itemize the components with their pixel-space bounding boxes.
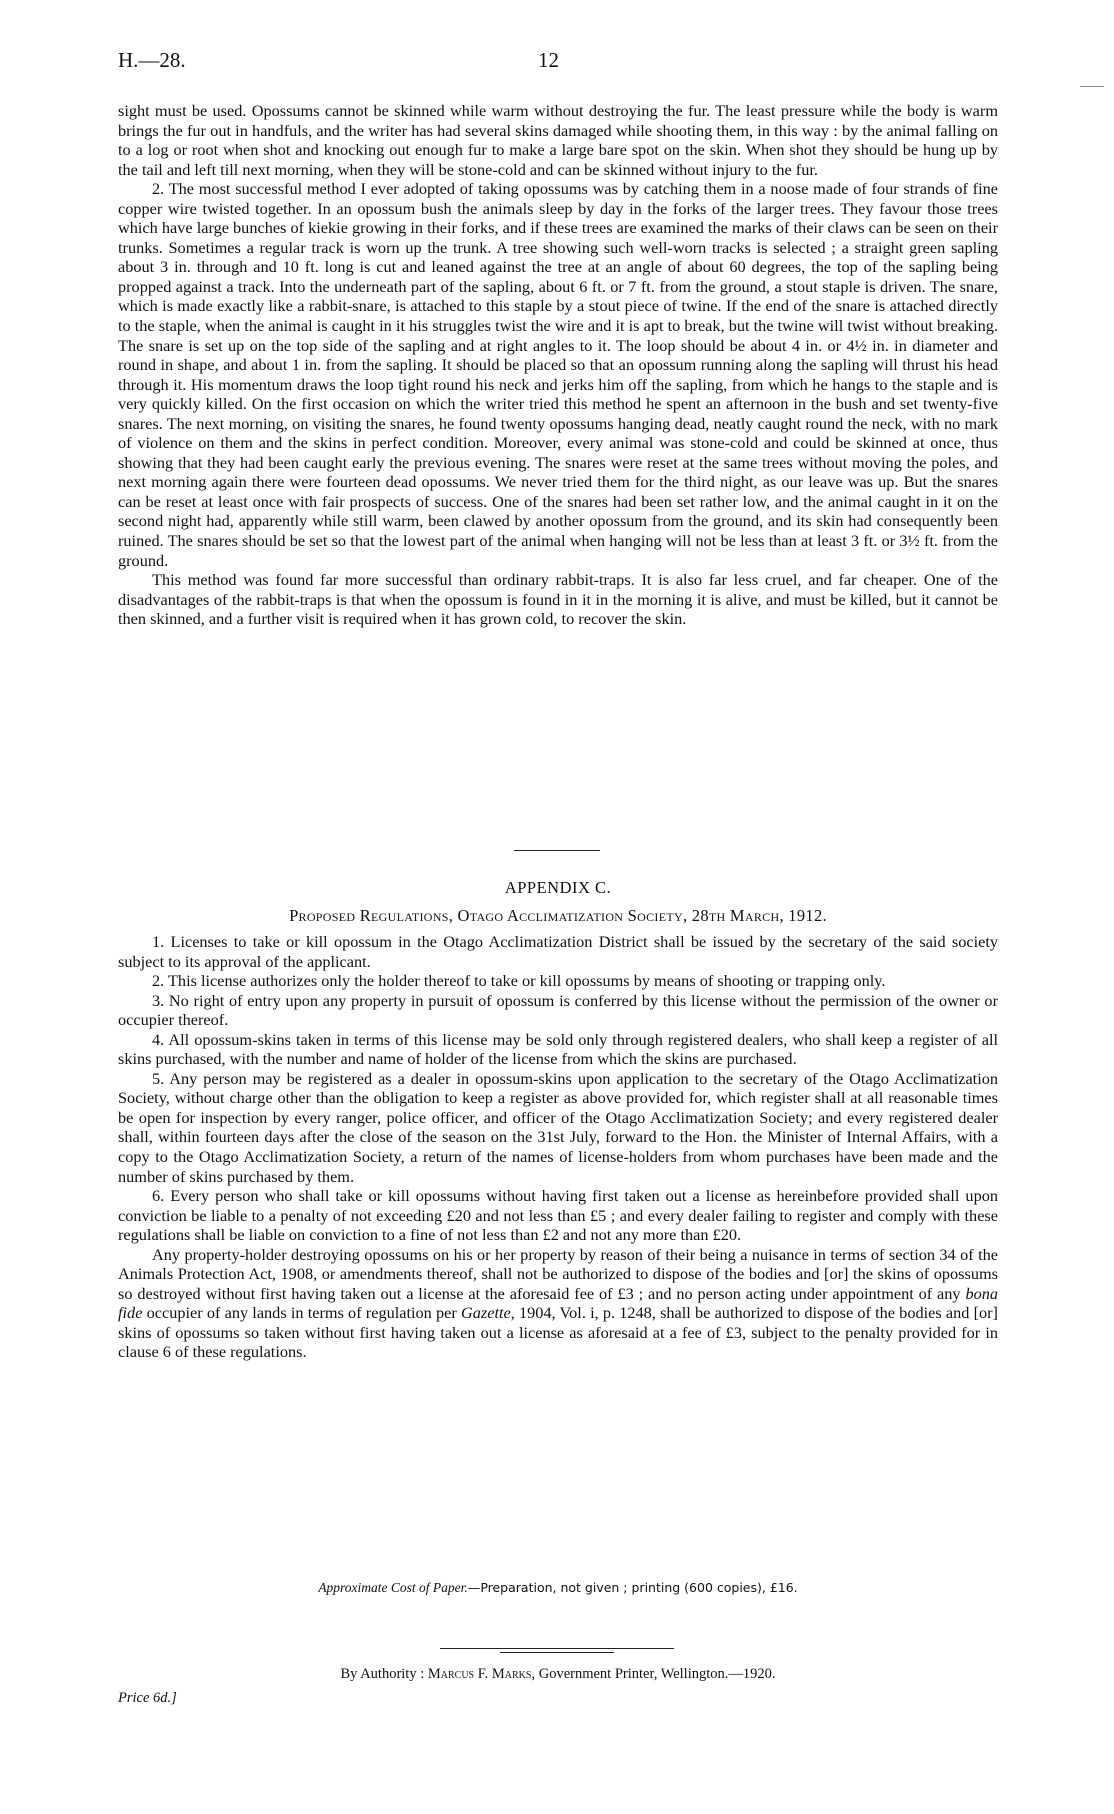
cost-label: Approximate Cost of Paper. [318, 1580, 468, 1595]
body-text [118, 101, 998, 629]
printer-authority [118, 1666, 998, 1683]
regulation-clause: 4. All opossum-skins taken in terms of this license may be sold only through registered dealers, who shall keep a register of all skins purchased, with the number and name of holder of the license from which the skins are purchased. [118, 1029, 998, 1069]
final-italic-gazette: Gazette [460, 1303, 511, 1323]
appendix-subtitle: Proposed Regulations, Otago Acclimatization Society, 28th March, 1912. [289, 906, 827, 925]
footer-divider-short [500, 1652, 614, 1653]
regulation-clause: 5. Any person may be registered as a dealer in opossum-skins upon application to the secretary of the Otago Acclimatization Society, without charge other than the obligation to keep a register as above provided for, which register shall at all reasonable times be open for inspection by every ranger, police officer, and officer of the Otago Acclimatization Society; and every registered dealer shall, within fourteen days after the close of the season on the 31st July, forward to the Hon. the Minister of Internal Affairs, with a copy to the Otago Acclimatization Society, a return of the names of license-holders from whom purchases have been made and the number of skins purchased by them. [118, 1068, 998, 1186]
authority-prefix: By Authority : [340, 1666, 428, 1682]
section-divider [514, 850, 600, 851]
regulation-clause: 6. Every person who shall take or kill opossums without having first taken out a license as hereinbefore provided shall upon conviction be liable to a penalty of not exceeding £20 and not less than £5 ; and every dealer failing to register and comply with these regulations shall be liable on conviction to a fine of not less than £2 and not any more than £20. [118, 1186, 998, 1245]
regulation-clause: 3. No right of entry upon any property in pursuit of opossum is conferred by this license without the permission of the owner or occupier thereof. [118, 990, 998, 1030]
body-paragraph: sight must be used. Opossums cannot be skinned while warm without destroying the fur. The least pressure while the body is warm brings the fur out in handfuls, and the writer has had several skins damaged while shooting them, in this way : by the animal falling on to a log or root when shot and knocking out enough fur to make a large bare spot on the skin. When shot they should be hung up by the tail and left till next morning, when they will be stone-cold and can be skinned without injury to the fur. [118, 101, 998, 179]
authority-suffix: , Government Printer, Wellington.—1920. [531, 1666, 776, 1682]
cost-text: —Preparation, not given ; printing (600 copies), £16. [467, 1580, 798, 1595]
appendix-text [118, 932, 998, 1362]
footer-divider [440, 1648, 674, 1649]
appendix-title: APPENDIX C. [504, 878, 612, 897]
final-text-a: Any property-holder destroying opossums on his or her property by reason of their being a nuisance in terms of section 34 of the Animals Protection Act, 1908, or amendments thereof, shall not be authorized to dispose of the bodies and [or] the skins of opossums so destroyed without first having taken out a license at the aforesaid fee of £3 ; and no person acting under appointment of any [118, 1244, 998, 1303]
regulation-clause: 1. Licenses to take or kill opossum in the Otago Acclimatization District shall be issued by the secretary of the said society subject to its approval of the applicant. [118, 932, 998, 971]
body-paragraph: This method was found far more successful than ordinary rabbit-traps. It is also far less cruel, and far cheaper. One of the disadvantages of the rabbit-traps is that when the opossum is found in it in the morning it is alive, and must be killed, but it cannot be then skinned, and a further visit is required when it has grown cold, to recover the skin. [118, 570, 998, 629]
margin-mark [1080, 86, 1104, 87]
page-number: 12 [538, 48, 559, 72]
price: Price 6d.] [118, 1690, 177, 1706]
final-italic-bona-fide: bona fide [118, 1283, 998, 1323]
printer-name: Marcus F. Marks [427, 1666, 532, 1682]
final-paragraph [118, 1245, 998, 1362]
regulation-clause: 2. This license authorizes only the holder thereof to take or kill opossums by means of shooting or trapping only. [152, 971, 886, 991]
body-paragraph: 2. The most successful method I ever adopted of taking opossums was by catching them in a noose made of four strands of fine copper wire twisted together. In an opossum bush the animals sleep by day in the forks of the larger trees. They favour those trees which have large bunches of kiekie growing in their forks, and if these trees are examined the marks of their claws can be seen on their trunks. Sometimes a regular track is worn up the trunk. A tree showing such well-worn tracks is selected ; a straight green sapling about 3 in. through and 10 ft. long is cut and leaned against the tree at an angle of about 60 degrees, the top of the sapling being propped against a track. Into the underneath part of the sapling, about 6 ft. or 7 ft. from the ground, a stout staple is driven. The snare, which is made exactly like a rabbit-snare, is attached to this staple by a stout piece of twine. If the end of the snare is attached directly to the staple, when the animal is caught in it his struggles twist the wire and it is apt to break, but the twine will twist without breaking. The snare is set up on the top side of the sapling and at right angles to it. The loop should be about 4 in. or 4½ in. in diameter and round in shape, and about 1 in. from the sapling. It should be placed so that an opossum running along the sapling will thrust his head through it. His momentum draws the loop tight round his neck and jerks him off the sapling, from which he hangs to the staple and is very quickly killed. On the first occasion on which the writer tried this method he spent an afternoon in the bush and set twenty-five snares. The next morning, on visiting the snares, he found twenty opossums hanging dead, neatly caught round the neck, with no mark of violence on them and the skins in perfect condition. Moreover, every animal was stone-cold and could be skinned at once, thus showing that they had been caught early the previous evening. The snares were reset at the same trees without moving the poles, and next morning again there were fourteen dead opossums. We never tried them for the third night, as our leave was up. But the snares can be reset at least once with fair prospects of success. One of the snares had been set rather low, and the animal caught in it on the second night had, apparently while still warm, been clawed by another opossum from the ground, and its skin had consequently been ruined. The snares should be set so that the lowest part of the animal when hanging will not be less than at least 3 ft. or 3½ ft. from the ground. [118, 179, 998, 570]
document-code: H.—28. [118, 48, 186, 72]
cost-note [118, 1580, 998, 1596]
page-header [118, 48, 998, 78]
final-text-b: occupier of any lands in terms of regulation per [142, 1303, 461, 1323]
final-text-c: , 1904, Vol. i, p. 1248, shall be authorized to dispose of the bodies and [or] skins of opossums so taken without first having taken out a license as aforesaid at a fee of £3, subject to the penalty provided for in clause 6 of these regulations. [118, 1303, 998, 1362]
